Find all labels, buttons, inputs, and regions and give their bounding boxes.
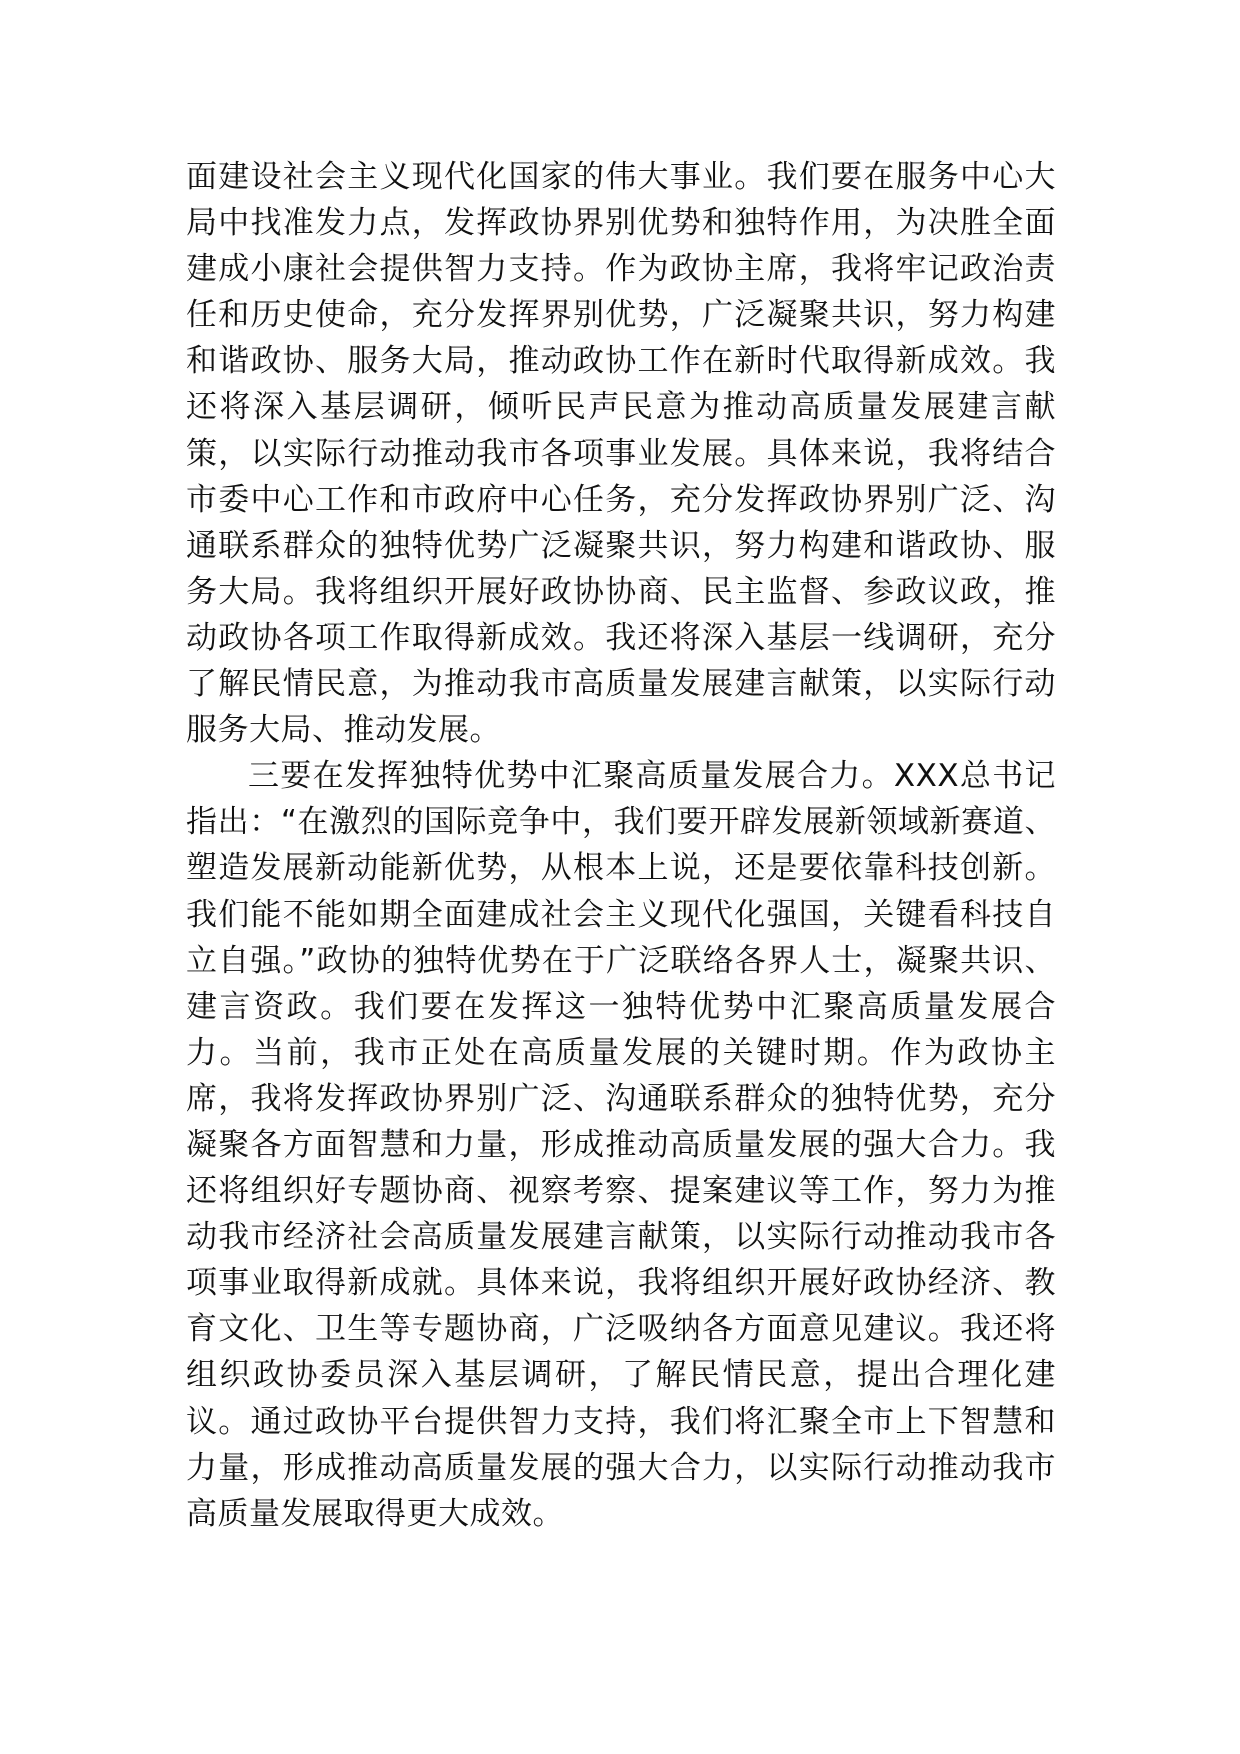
paragraph-section-three: 三要在发挥独特优势中汇聚高质量发展合力。XXX总书记指出：“在激烈的国际竞争中，我们要开辟发展新领域新赛道、塑造发展新动能新优势，从根本上说，还是要依靠科技创新。我们能不能如期全面建成社会主义现代化强国，关键看科技自立自强。”政协的独特优势在于广泛联络各界人士，凝聚共识、建言资政。我们要在发挥这一独特优势中汇聚高质量发展合力。当前，我市正处在高质量发展的关键时期。作为政协主席，我将发挥政协界别广泛、沟通联系群众的独特优势，充分凝聚各方面智慧和力量，形成推动高质量发展的强大合力。我还将组织好专题协商、视察考察、提案建议等工作，努力为推动我市经济社会高质量发展建言献策，以实际行动推动我市各项事业取得新成就。具体来说，我将组织开展好政协经济、教育文化、卫生等专题协商，广泛吸纳各方面意见建议。我还将组织政协委员深入基层调研，了解民情民意，提出合理化建议。通过政协平台提供智力支持，我们将汇聚全市上下智慧和力量，形成推动高质量发展的强大合力，以实际行动推动我市高质量发展取得更大成效。	[186, 758, 1056, 1532]
document-body	[186, 154, 1056, 1537]
paragraph-continued: 面建设社会主义现代化国家的伟大事业。我们要在服务中心大局中找准发力点，发挥政协界别优势和独特作用，为决胜全面建成小康社会提供智力支持。作为政协主席，我将牢记政治责任和历史使命，充分发挥界别优势，广泛凝聚共识，努力构建和谐政协、服务大局，推动政协工作在新时代取得新成效。我还将深入基层调研，倾听民声民意为推动高质量发展建言献策，以实际行动推动我市各项事业发展。具体来说，我将结合市委中心工作和市政府中心任务，充分发挥政协界别广泛、沟通联系群众的独特优势广泛凝聚共识，努力构建和谐政协、服务大局。我将组织开展好政协协商、民主监督、参政议政，推动政协各项工作取得新成效。我还将深入基层一线调研，充分了解民情民意，为推动我市高质量发展建言献策，以实际行动服务大局、推动发展。	[186, 159, 1056, 749]
